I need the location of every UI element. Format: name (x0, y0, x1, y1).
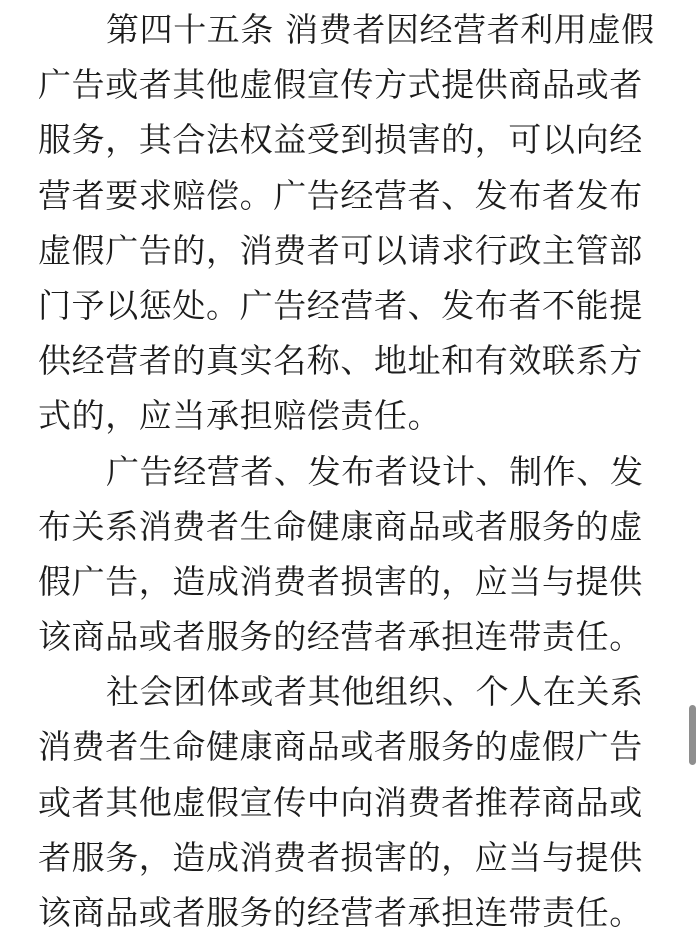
text-line: 服务，其合法权益受到损害的，可以向经 (38, 120, 643, 160)
text-line: 营者要求赔偿。广告经营者、发布者发布 (38, 175, 643, 215)
text-line: 或者其他虚假宣传中向消费者推荐商品或 (38, 782, 643, 822)
text-line: 该商品或者服务的经营者承担连带责任。 (38, 617, 643, 657)
vertical-scrollbar[interactable] (689, 705, 696, 765)
text-line: 式的，应当承担赔偿责任。 (38, 396, 442, 436)
law-article-text (38, 0, 668, 940)
paragraph-article-45 (38, 2, 668, 444)
text-line: 广告经营者、发布者设计、制作、发 (106, 451, 644, 491)
paragraph-endorser-liability (38, 664, 668, 940)
text-line: 供经营者的真实名称、地址和有效联系方 (38, 341, 643, 381)
text-line: 布关系消费者生命健康商品或者服务的虚 (38, 506, 643, 546)
text-line: 者服务，造成消费者损害的，应当与提供 (38, 837, 643, 877)
text-line: 该商品或者服务的经营者承担连带责任。 (38, 893, 643, 932)
text-line: 第四十五条 消费者因经营者利用虚假 (106, 10, 655, 49)
text-line: 消费者生命健康商品或者服务的虚假广告 (38, 727, 643, 767)
text-line: 广告或者其他虚假宣传方式提供商品或者 (38, 65, 643, 105)
text-line: 门予以惩处。广告经营者、发布者不能提 (38, 285, 643, 325)
text-line: 社会团体或者其他组织、个人在关系 (106, 672, 644, 712)
paragraph-advertiser-liability (38, 444, 668, 665)
text-line: 虚假广告的，消费者可以请求行政主管部 (38, 230, 643, 270)
text-line: 假广告，造成消费者损害的，应当与提供 (38, 561, 643, 601)
